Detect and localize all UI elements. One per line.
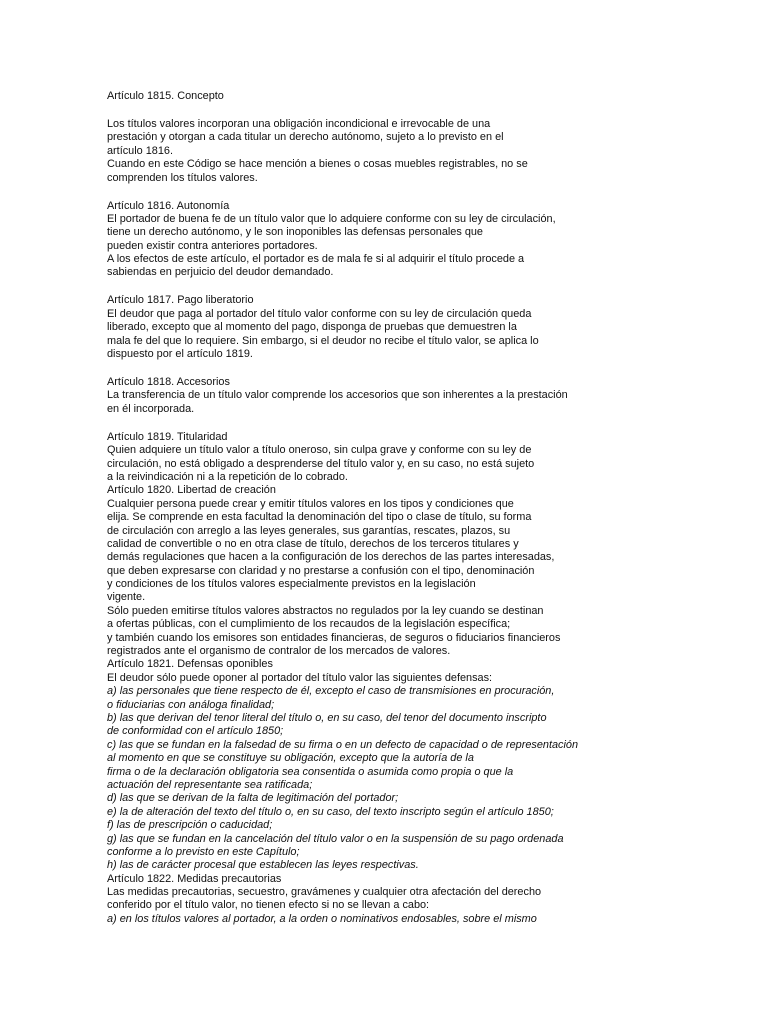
- text-line: o fiduciarias con análoga finalidad;: [107, 698, 275, 711]
- text-line: registrados ante el organismo de contralor de los mercados de valores.: [107, 645, 451, 658]
- text-line: comprenden los títulos valores.: [107, 171, 258, 184]
- text-line: de conformidad con el artículo 1850;: [107, 725, 284, 738]
- text-line: de circulación con arreglo a las leyes generales, sus garantías, rescates, plazos, su: [107, 524, 511, 537]
- text-line: liberado, excepto que al momento del pago, disponga de pruebas que demuestren la: [107, 321, 517, 334]
- text-line: b) las que derivan del tenor literal del título o, en su caso, del tenor del documento inscripto: [107, 711, 547, 724]
- text-line: La transferencia de un título valor comprende los accesorios que son inherentes a la prestación: [107, 389, 568, 402]
- text-line: g) las que se fundan en la cancelación del título valor o en la suspensión de su pago ordenada: [107, 832, 564, 845]
- text-line: El deudor que paga al portador del título valor conforme con su ley de circulación queda: [107, 307, 532, 320]
- text-line: que deben expresarse con claridad y no prestarse a confusión con el tipo, denominación: [107, 564, 535, 577]
- text-line: conforme a lo previsto en este Capítulo;: [107, 845, 300, 858]
- text-line: El portador de buena fe de un título valor que lo adquiere conforme con su ley de circulación,: [107, 212, 556, 225]
- article-heading: Artículo 1821. Defensas oponibles: [107, 658, 273, 671]
- article-heading: Artículo 1822. Medidas precautorias: [107, 872, 282, 885]
- article-heading: Artículo 1819. Titularidad: [107, 430, 228, 443]
- text-line: circulación, no está obligado a desprenderse del título valor y, en su caso, no está sujeto: [107, 457, 535, 470]
- text-line: calidad de convertible o no en otra clase de título, derechos de los terceros titulares y: [107, 537, 519, 550]
- article-heading: Artículo 1816. Autonomía: [107, 199, 230, 212]
- text-line: Cualquier persona puede crear y emitir títulos valores en los tipos y condiciones que: [107, 497, 514, 510]
- text-line: y también cuando los emisores son entidades financieras, de seguros o fiduciarios financieros: [107, 631, 561, 644]
- text-line: a la reivindicación ni a la repetición de lo cobrado.: [107, 470, 348, 483]
- paragraph-gap: [107, 361, 748, 376]
- text-line: artículo 1816.: [107, 144, 173, 157]
- text-line: h) las de carácter procesal que establecen las leyes respectivas.: [107, 859, 419, 872]
- text-line: a) las personales que tiene respecto de él, excepto el caso de transmisiones en procuración,: [107, 685, 555, 698]
- text-line: vigente.: [107, 591, 146, 604]
- text-line: c) las que se fundan en la falsedad de su firma o en un defecto de capacidad o de representación: [107, 738, 579, 751]
- text-line: Las medidas precautorias, secuestro, gravámenes y cualquier otra afectación del derecho: [107, 886, 542, 899]
- text-line: y condiciones de los títulos valores especialmente previstos en la legislación: [107, 578, 476, 591]
- article-heading: Artículo 1818. Accesorios: [107, 376, 230, 389]
- text-line: elija. Se comprende en esta facultad la denominación del tipo o clase de título, su forma: [107, 511, 532, 524]
- text-line: mala fe del que lo requiere. Sin embargo, si el deudor no recibe el título valor, se aplica lo: [107, 334, 539, 347]
- text-line: Sólo pueden emitirse títulos valores abstractos no regulados por la ley cuando se destinan: [107, 604, 544, 617]
- paragraph-gap: [107, 280, 748, 295]
- text-line: A los efectos de este artículo, el portador es de mala fe si al adquirir el título procede a: [107, 253, 525, 266]
- text-line: tiene un derecho autónomo, y le son inoponibles las defensas personales que: [107, 226, 483, 239]
- paragraph-gap: [107, 103, 748, 118]
- text-line: f) las de prescripción o caducidad;: [107, 819, 273, 832]
- paragraph-gap: [107, 416, 748, 431]
- article-heading: Artículo 1815. Concepto: [107, 90, 224, 102]
- text-line: firma o de la declaración obligatoria sea consentida o asumida como propia o que la: [107, 765, 514, 778]
- text-line: a) en los títulos valores al portador, a la orden o nominativos endosables, sobre el mismo: [107, 912, 537, 925]
- text-line: sabiendas en perjuicio del deudor demandado.: [107, 266, 334, 279]
- text-line: dispuesto por el artículo 1819.: [107, 348, 253, 361]
- text-line: demás regulaciones que hacen a la configuración de los derechos de las partes interesadas,: [107, 551, 555, 564]
- article-heading: Artículo 1820. Libertad de creación: [107, 484, 276, 497]
- text-line: conferido por el título valor, no tienen efecto si no se llevan a cabo:: [107, 899, 430, 912]
- text-line: en él incorporada.: [107, 402, 195, 415]
- text-line: actuación del representante sea ratificada;: [107, 778, 313, 791]
- text-line: d) las que se derivan de la falta de legitimación del portador;: [107, 792, 399, 805]
- text-line: prestación y otorgan a cada titular un derecho autónomo, sujeto a lo previsto en el: [107, 131, 504, 144]
- paragraph-gap: [107, 185, 748, 200]
- text-line: pueden existir contra anteriores portadores.: [107, 239, 318, 252]
- text-line: El deudor sólo puede oponer al portador del título valor las siguientes defensas:: [107, 671, 493, 684]
- text-line: Cuando en este Código se hace mención a bienes o cosas muebles registrables, no se: [107, 158, 528, 171]
- text-line: e) la de alteración del texto del título o, en su caso, del texto inscripto según el artículo 1850;: [107, 805, 554, 818]
- text-line: Los títulos valores incorporan una obligación incondicional e irrevocable de una: [107, 117, 491, 130]
- text-line: a ofertas públicas, con el cumplimiento de los recaudos de la legislación específica;: [107, 618, 511, 631]
- article-heading: Artículo 1817. Pago liberatorio: [107, 294, 254, 307]
- text-line: al momento en que se constituye su obligación, excepto que la autoría de la: [107, 752, 474, 765]
- text-line: Quien adquiere un título valor a título oneroso, sin culpa grave y conforme con su ley de: [107, 444, 532, 457]
